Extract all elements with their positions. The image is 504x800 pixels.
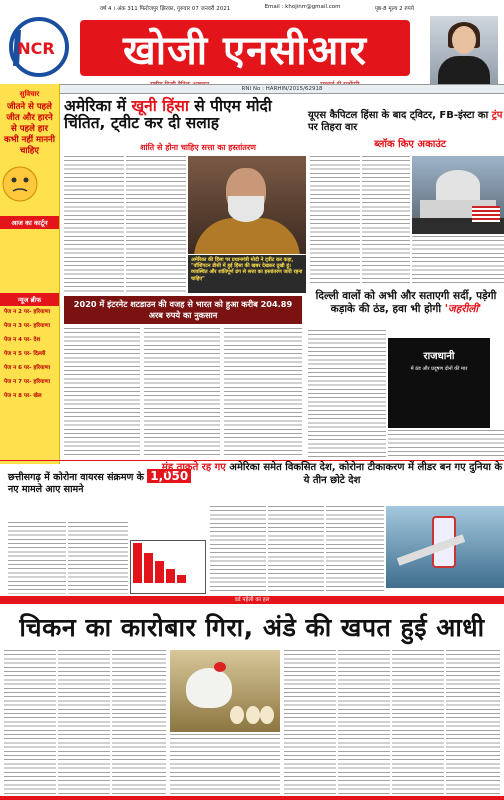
pm-modi-photo [188, 156, 306, 254]
chicken-column-4 [170, 734, 280, 794]
newspaper-title: खोजी एनसीआर [122, 27, 367, 74]
suvichar-label: सुविचार [19, 90, 40, 98]
second-column-2 [362, 156, 410, 284]
second-headline-part: यूएस कैपिटल हिंसा के बाद ट्विटर, FB-इंस्टा का [308, 110, 492, 121]
chh-headline-part: छत्तीसगढ़ में कोरोना वायरस संक्रमण के [8, 472, 148, 483]
title-box [80, 20, 410, 76]
issue-info: वर्ष 4 । अंक 311 फिरोजपुर झिरका, गुरुवार 07 जनवरी 2021 [100, 6, 231, 12]
news-brief-label: न्यूज ब्रीफ [0, 293, 59, 306]
lead-headline-highlight: खूनी हिंसा [131, 97, 189, 115]
vax-column-2 [268, 506, 324, 594]
delhi-headline-highlight: 'जहरीली' [444, 302, 482, 315]
second-subheadline: ब्लॉक किए अकाउंट [374, 139, 446, 150]
email-info: Email : khojinrr@gmail.com [264, 4, 341, 10]
lead-subheadline: शांति से होना चाहिए सत्ता का हस्तांतरण [140, 143, 256, 152]
page-index-item[interactable]: पेज न 2 पर- हरियाणा [4, 309, 51, 315]
internet-shutdown-box[interactable]: 2020 में इंटरनेट शटडाउन की वजह से भारत को हुआ करीब 204.89 अरब रुपये का नुकसान [64, 296, 302, 324]
vaccination-stats-box [130, 540, 206, 594]
chicken-headline[interactable]: चिकन का कारोबार गिरा, अंडे की खपत हुई आधी [19, 613, 485, 642]
vaccine-photo [386, 506, 504, 588]
vax-bar [166, 569, 175, 583]
capitol-caption [412, 236, 504, 284]
masthead [0, 14, 504, 80]
suvichar-quote: जीतने से पहले जीत और हारने से पहले हार कभी नहीं माननी चाहिए [4, 102, 55, 156]
shutdown-column-1 [64, 328, 140, 458]
bottom-rule [0, 796, 504, 800]
thinking-emoji-icon [0, 164, 40, 204]
pm-photo-caption: अमेरिका की हिंसा पर प्रधानमंत्री मोदी ने ट्वीट कर कहा, "वॉशिंगटन डीसी में हुई हिंसा की खबर देखकर दुखी हूं। व्यवस्थित और शांतिपूर्ण ढंग से सत्ता का हस्तांतरण जारी रहना चाहिए" [188, 255, 306, 293]
lead-column-2 [126, 156, 186, 292]
price-info: पृष्ठ-8 मूल्य 2 रुपये [374, 6, 414, 12]
chicken-column-6 [338, 650, 390, 794]
vax-bar [155, 561, 164, 583]
lead-headline[interactable] [64, 98, 304, 132]
logo-text: NCR [17, 39, 55, 58]
vaccination-headline[interactable] [160, 462, 504, 487]
rajdhani-title: राजधानी [423, 351, 455, 362]
page-index-item[interactable]: पेज न 7 पर- हरियाणा [4, 379, 51, 385]
chicken-column-1 [4, 650, 56, 794]
second-headline-highlight: ट्रंप [491, 110, 503, 121]
lead-headline-part: से पीएम मोदी चिंतित, ट्वीट कर दी सलाह [64, 97, 272, 132]
second-headline[interactable] [308, 110, 504, 134]
lead-column-1 [64, 156, 124, 292]
hen-eggs-photo [170, 650, 280, 732]
vax-bar [133, 543, 142, 583]
vax-column-1 [210, 506, 266, 594]
chicken-column-3 [112, 650, 166, 794]
delhi-headline[interactable] [308, 290, 504, 315]
second-column-1 [310, 156, 360, 284]
rajdhani-text: में ठंड और प्रदूषण दोनों की मार [410, 366, 468, 372]
page-index-item[interactable]: पेज न 6 पर- हरियाणा [4, 365, 51, 371]
vax-bar [177, 575, 186, 583]
chicken-column-5 [284, 650, 336, 794]
lead-headline-part: अमेरिका में [64, 97, 132, 115]
chicken-column-7 [392, 650, 444, 794]
editor-photo [430, 16, 498, 92]
delhi-column-1 [308, 330, 386, 458]
chicken-column-2 [58, 650, 110, 794]
page-index-item[interactable]: पेज न 5 पर- दिल्ली [4, 351, 46, 357]
sidebar [0, 84, 60, 464]
chicken-column-8 [446, 650, 500, 794]
rni-number: RNI No : HARHIN/2015/62918 [60, 84, 504, 94]
top-info-bar [0, 0, 504, 14]
chh-case-count: 1,050 [147, 469, 191, 483]
vax-bar [144, 553, 153, 583]
rajdhani-graphic [388, 338, 490, 428]
chh-headline-part: नए मामले आए सामने [8, 484, 84, 495]
vax-headline-highlight: मुंह ताकते रह गए [161, 462, 226, 473]
cartoon-label: आज का कार्टून [0, 216, 59, 229]
vax-headline-part: अमेरिका समेत विकसित देश, कोरोना टीकाकरण में लीडर बन गए दुनिया के ये तीन छोटे देश [225, 462, 503, 486]
page-index-item[interactable]: पेज न 8 पर- खेल [4, 393, 42, 399]
shutdown-column-2 [144, 328, 220, 458]
delhi-headline-part: दिल्ली वालों को अभी और सताएगी सर्दी, पड़ेगी कड़ाके की ठंड, हवा भी होगी [315, 290, 497, 315]
page-index-list [0, 306, 59, 408]
capitol-photo [412, 156, 504, 234]
shutdown-column-3 [224, 328, 302, 458]
vax-column-3 [326, 506, 384, 594]
page-index-item[interactable]: पेज न 4 पर- देश [4, 337, 41, 343]
page-index-item[interactable]: पेज न 3 पर- हरियाणा [4, 323, 51, 329]
ncr-logo [6, 16, 72, 78]
second-headline-part: पर तिहरा वार [308, 122, 358, 133]
delhi-column-2 [388, 430, 504, 458]
section-divider [0, 460, 504, 461]
chh-column-2 [68, 522, 128, 594]
chh-column-1 [8, 522, 66, 594]
word-puzzle-strip: वर्ड पहेली का हल [0, 596, 504, 604]
